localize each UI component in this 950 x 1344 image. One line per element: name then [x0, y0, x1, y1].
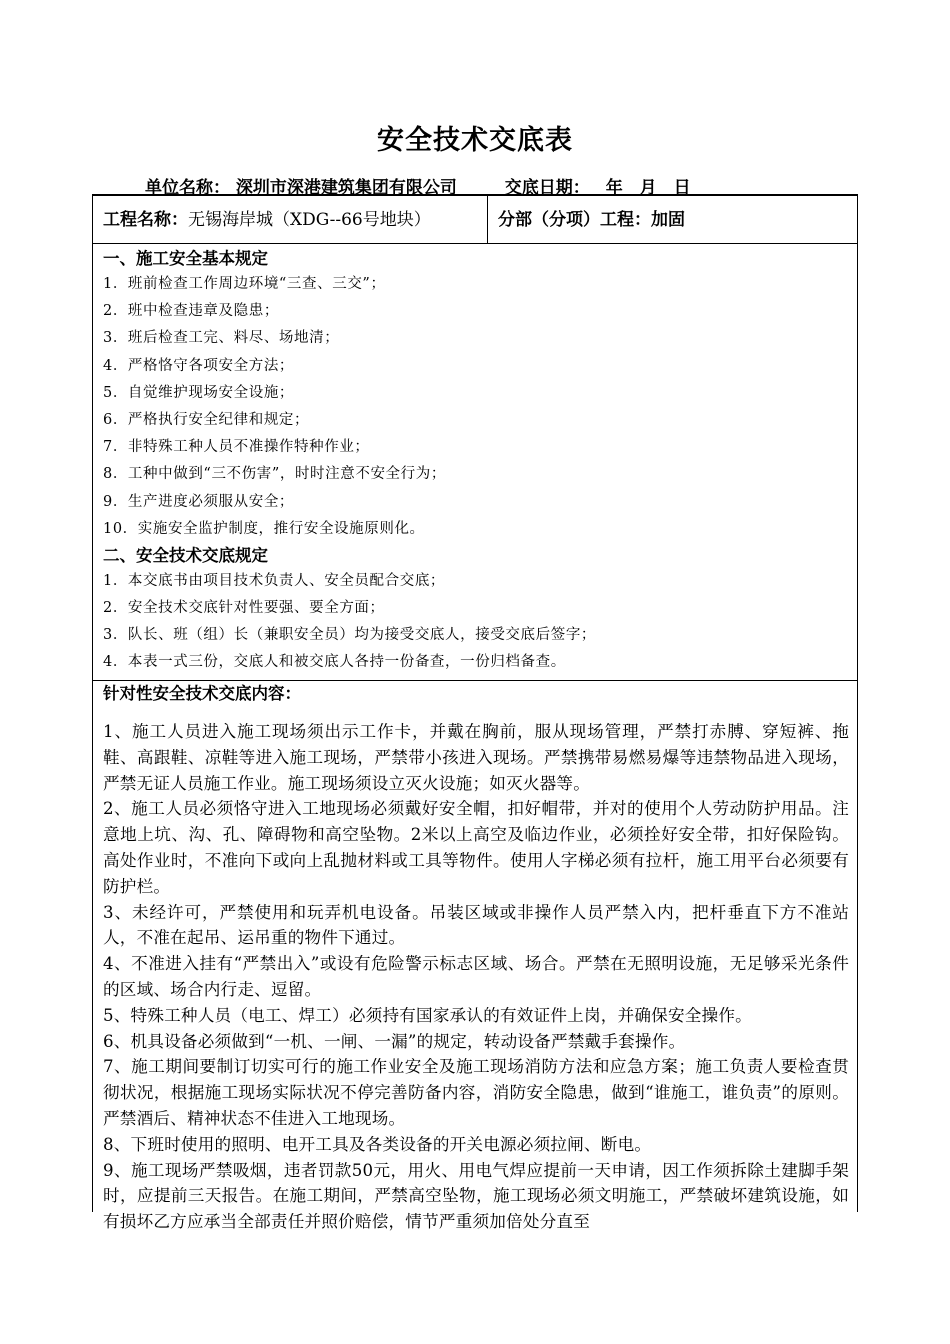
content-paragraph: 2、施工人员必须恪守进入工地现场必须戴好安全帽，扣好帽带，并对的使用个人劳动防护用品。注意地上坑、沟、孔、障碍物和高空坠物。2米以上高空及临边作业，必须拴好安全带，扣好保险钩。高处作业时，不准向下或向上乱抛材料或工具等物件。使用人字梯必须有拉杆，施工用平台必须要有防护栏。 — [103, 799, 849, 896]
content-paragraph: 7、施工期间要制订切实可行的施工作业安全及施工现场消防方法和应急方案；施工负责人要检查贯彻状况，根据施工现场实际状况不停完善防备内容，消防安全隐患，做到“谁施工，谁负责”的原则。严禁酒后、精神状态不佳进入工地现场。 — [103, 1057, 849, 1128]
rule-item: 1．班前检查工作周边环境“三查、三交”； — [103, 276, 386, 292]
project-row — [93, 196, 857, 244]
division-label: 分部（分项）工程： — [498, 210, 651, 230]
rule-item: 4．本表一式三份，交底人和被交底人各持一份备查，一份归档备查。 — [103, 654, 566, 671]
section2-title: 二、安全技术交底规定 — [103, 545, 268, 565]
division-cell — [488, 196, 857, 243]
rule-item: 1．本交底书由项目技术负责人、安全员配合交底； — [103, 572, 446, 589]
content-paragraph: 4、不准进入挂有“严禁出入”或设有危险警示标志区域、场合。严禁在无照明设施，无足够采光条件的区域、场合内行走、逗留。 — [103, 954, 849, 999]
unit-label: 单位名称： — [145, 178, 230, 198]
rule-item: 4．严格恪守各项安全方法； — [103, 357, 295, 374]
rule-item: 3．班后检查工完、料尽、场地清； — [103, 330, 340, 347]
rule-item: 2．班中检查违章及隐患； — [103, 303, 279, 320]
safety-briefing-table — [92, 194, 858, 1232]
date-label: 交底日期： — [504, 178, 590, 198]
section3-title: 针对性安全技术交底内容： — [103, 684, 301, 703]
project-name-value: 无锡海岸城（XDG--66号地块） — [188, 210, 431, 230]
content-paragraph: 1、施工人员进入施工现场须出示工作卡，并戴在胸前，服从现场管理，严禁打赤膊、穿短裤、拖鞋、高跟鞋、凉鞋等进入施工现场，严禁带小孩进入现场。严禁携带易燃易爆等违禁物品进入现场，严禁无证人员施工作业。施工现场须设立灭火设施；如灭火器等。 — [103, 722, 849, 793]
content-paragraph: 3、未经许可，严禁使用和玩弄机电设备。吊装区域或非操作人员严禁入内，把杆垂直下方不准站人，不准在起吊、运吊重的物件下通过。 — [103, 902, 849, 948]
rule-item: 6．严格执行安全纪律和规定； — [103, 411, 310, 428]
rule-item: 3．队长、班（组）长（兼职安全员）均为接受交底人，接受交底后签字； — [103, 627, 597, 644]
content-paragraph: 5、特殊工种人员（电工、焊工）必须持有国家承认的有效证件上岗，并确保安全操作。 — [103, 1005, 752, 1025]
section1-title: 一、施工安全基本规定 — [103, 249, 268, 268]
content-paragraph: 8、下班时使用的照明、电开工具及各类设备的开关电源必须拉闸、断电。 — [103, 1134, 652, 1154]
date-value: 年 月 日 — [605, 178, 691, 198]
content-paragraph: 6、机具设备必须做到“一机、一闸、一漏”的规定，转动设备严禁戴手套操作。 — [103, 1031, 686, 1051]
specific-content-section — [93, 681, 857, 1232]
project-name-cell — [93, 196, 488, 243]
project-name-label: 工程名称： — [103, 210, 188, 230]
unit-value: 深圳市深港建筑集团有限公司 — [235, 178, 457, 198]
rule-item: 10．实施安全监护制度，推行安全设施原则化。 — [103, 520, 425, 537]
document-title: 安全技术交底表 — [377, 125, 573, 156]
rule-item: 2．安全技术交底针对性要强、要全方面； — [103, 600, 385, 617]
basic-rules-section — [93, 244, 857, 681]
rule-item: 7．非特殊工种人员不准操作特种作业； — [103, 439, 370, 456]
rule-item: 5．自觉维护现场安全设施； — [103, 384, 295, 401]
division-value: 加固 — [651, 210, 685, 230]
content-paragraph: 9、施工现场严禁吸烟，违者罚款50元，用火、用电气焊应提前一天申请，因工作须拆除土建脚手架时，应提前三天报告。在施工期间，严禁高空坠物，施工现场必须文明施工，严禁破坏建筑设施，如有损坏乙方应承当全部责任并照价赔偿，情节严重须加倍处分直至 — [103, 1160, 849, 1232]
rule-item: 8．工种中做到“三不伤害”，时时注意不安全行为； — [103, 466, 446, 483]
rule-item: 9．生产进度必须服从安全； — [103, 493, 295, 510]
